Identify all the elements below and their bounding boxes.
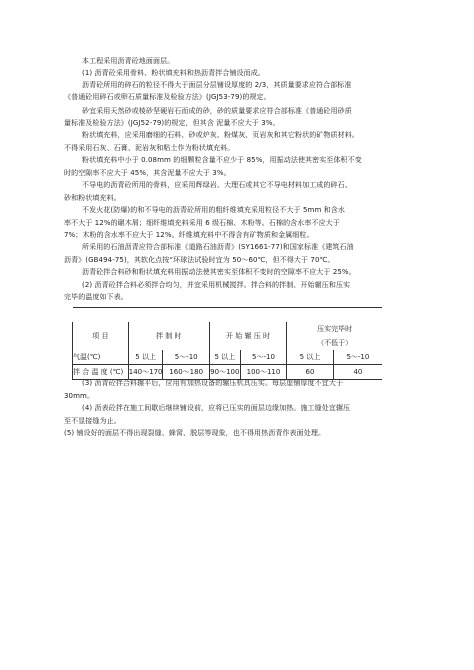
- paragraph-antispark-cont1: 率不大于 12%的碾木屑；细纤维填充料采用 6 级石棉、木粉等。石棉的含水率不应大于: [64, 219, 340, 227]
- header-finish: 压实完毕时: [287, 322, 382, 336]
- paragraph-aggregate-cont: 《普通砼用碎石或卵石质量标准及检验方法》(JGJ53-79)的规定。: [64, 93, 271, 101]
- paragraph-fine-particles: 粉状填充料中小于 0.08mm 的细颗粒含量不应少于 85%，用振动法使其密实至体积不变: [82, 156, 362, 164]
- paragraph-asphalt-cont: 沥青》(GB494-75)，其软化点按“环球法试验时宜为 50～60℃，但不得大于 70℃。: [64, 256, 335, 264]
- table-cell: 5～-10: [163, 350, 209, 365]
- paragraph-fine-particles-cont: 时的空隙率不应大于 45%，其含泥量不应大于 3%。: [64, 169, 231, 177]
- paragraph-antispark: 不发火花(防爆)的和不导电的沥青砼所用的粗纤维填充采用粒径不大于 5mm 和含水: [82, 206, 346, 214]
- item-3: (3) 沥青砼拌合料辗平后，应用有加热设备的辗压机具压实。每层虚铺厚度不宜大于: [82, 379, 344, 387]
- paragraph-filler-cont: 不得采用石灰、石膏、泥岩灰和粘土作为粉状填充料。: [64, 144, 235, 152]
- item-3-cont: 30mm。: [64, 392, 95, 400]
- header-item: 项 目: [73, 322, 129, 350]
- paragraph-sand: 砂宜采用天然砂或棱砂坚硬岩石而成的砂，砂的质量要求应符合部标准《普通砼用砂质: [82, 107, 352, 115]
- temperature-table: [72, 307, 382, 380]
- paragraph-antispark-cont2: 7%；木粉的含水率不应大于 12%。纤维填充料中不得含有矿物质和金属细粒。: [64, 231, 314, 239]
- paragraph-sand-cont: 量标准及检验方法》(JGJ52-79)的规定，但其含 泥量不应大于 3%。: [64, 119, 280, 127]
- item-1: (1) 沥青砼采用骨料、粉状填充料和热沥青拌合铺设而成。: [82, 69, 265, 77]
- header-finish-note: （不低于）: [287, 336, 382, 350]
- table-cell: 5 以上: [287, 350, 334, 365]
- item-4-cont: 至不显接缝为止。: [64, 417, 121, 425]
- item-2-cont: 完毕的温度如下表。: [64, 293, 128, 301]
- mix-temp-label: 拌 合 温 度 (℃): [73, 365, 129, 380]
- item-2: (2) 沥青砼拌合料必须拌合均匀，并宜采用机械搅拌。拌合料的拌制、开始辗压和压实: [82, 281, 351, 289]
- header-mixing: 拌 制 时: [128, 322, 209, 350]
- paragraph-nonconductive-cont: 砂和粉状填充料。: [64, 194, 121, 202]
- table-cell: 160～180: [163, 365, 209, 380]
- table-cell: 5～-10: [333, 350, 382, 365]
- paragraph-intro: 本工程采用沥青砼地面面层。: [82, 57, 175, 65]
- table-cell: 5 以上: [128, 350, 163, 365]
- item-5: (5) 铺设好的面层不得出现裂缝、蜂窝、脱层等现象，也不得用热沥青作表面处理。: [64, 429, 326, 437]
- paragraph-void-ratio: 沥青砼拌合料砂和粉状填充料用振动法使其密实至体积不变时的空隙率不应大于 25%。: [82, 268, 356, 276]
- table-cell: 5～-10: [240, 350, 286, 365]
- table-cell: 100～110: [240, 365, 286, 380]
- table-cell: 40: [333, 365, 382, 380]
- paragraph-asphalt: 所采用的石油沥青应符合部标准《道路石油沥青》(SY1661-77)和国家标准《建筑石油: [82, 243, 354, 251]
- item-4: (4) 沥表砼拌在施工间歇后继续铺设前，应将已压实的面层边缘加热。施工缝处宜辗压: [82, 404, 351, 412]
- table-cell: 60: [287, 365, 334, 380]
- paragraph-nonconductive: 不导电的沥青砼所用的骨料，应采用辉绿岩、大理石或其它不导电材料加工成的碎石、: [82, 181, 352, 189]
- header-start-rolling: 开 始 辗 压 时: [209, 322, 286, 350]
- table-cell: 5 以上: [209, 350, 240, 365]
- table-cell: 90～100: [209, 365, 240, 380]
- air-temp-row: [73, 350, 383, 365]
- air-temp-label: 气温(℃): [73, 350, 129, 365]
- table-cell: 140～170: [128, 365, 163, 380]
- table-header-row: [73, 322, 383, 336]
- paragraph-filler: 粉状填充料，应采用磨细的石料、砂或炉灰、粉煤灰、页岩灰和其它粉状的矿物质材料。: [82, 131, 359, 139]
- paragraph-aggregate: 沥青砼所用的碎石的粒径不得大于面层分层铺设厚度的 2/3，其质量要求应符合部标准: [82, 81, 352, 89]
